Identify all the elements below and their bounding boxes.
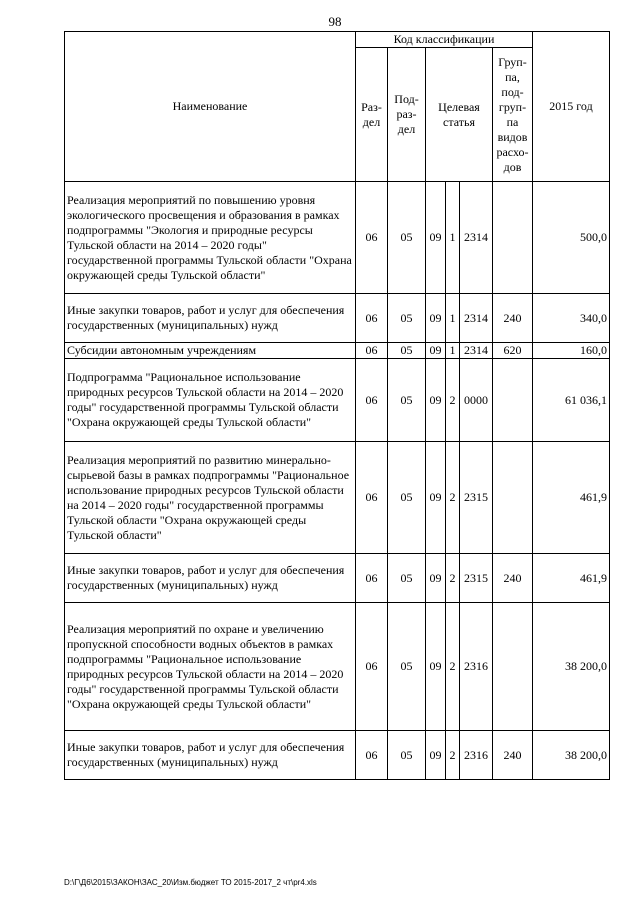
row-cs3: 2315 xyxy=(460,442,493,554)
row-cs1: 09 xyxy=(426,343,446,359)
header-year: 2015 год xyxy=(533,32,610,182)
row-cs1: 09 xyxy=(426,442,446,554)
row-cs1: 09 xyxy=(426,603,446,731)
file-path-footer: D:\Г\Д6\2015\ЗАКОН\ЗАС_20\Изм.бюджет ТО 2015-2017_2 чт\pr4.xls xyxy=(64,878,317,887)
row-podrazdel: 05 xyxy=(388,603,426,731)
row-name: Иные закупки товаров, работ и услуг для обеспечения государственных (муниципальных) нужд xyxy=(65,554,356,603)
row-podrazdel: 05 xyxy=(388,343,426,359)
row-amount: 340,0 xyxy=(533,294,610,343)
row-cs3: 2316 xyxy=(460,731,493,780)
row-vid xyxy=(493,442,533,554)
row-cs2: 2 xyxy=(446,442,460,554)
row-cs2: 1 xyxy=(446,294,460,343)
row-vid: 240 xyxy=(493,731,533,780)
row-razdel: 06 xyxy=(356,294,388,343)
row-vid xyxy=(493,359,533,442)
table-row xyxy=(65,731,610,780)
row-cs2: 1 xyxy=(446,343,460,359)
table-row xyxy=(65,442,610,554)
header-subsection: Под- раз- дел xyxy=(388,48,426,182)
row-vid xyxy=(493,182,533,294)
row-cs3: 2314 xyxy=(460,294,493,343)
row-name: Субсидии автономным учреждениям xyxy=(65,343,356,359)
row-cs3: 0000 xyxy=(460,359,493,442)
row-name: Иные закупки товаров, работ и услуг для обеспечения государственных (муниципальных) нужд xyxy=(65,731,356,780)
table-row xyxy=(65,359,610,442)
table-row xyxy=(65,182,610,294)
row-podrazdel: 05 xyxy=(388,294,426,343)
row-cs3: 2314 xyxy=(460,343,493,359)
row-amount: 38 200,0 xyxy=(533,731,610,780)
row-cs2: 2 xyxy=(446,554,460,603)
row-razdel: 06 xyxy=(356,603,388,731)
row-name: Иные закупки товаров, работ и услуг для обеспечения государственных (муниципальных) нужд xyxy=(65,294,356,343)
row-razdel: 06 xyxy=(356,554,388,603)
row-cs1: 09 xyxy=(426,359,446,442)
row-podrazdel: 05 xyxy=(388,442,426,554)
row-vid: 240 xyxy=(493,554,533,603)
table-row xyxy=(65,343,610,359)
row-amount: 500,0 xyxy=(533,182,610,294)
table-row xyxy=(65,554,610,603)
table-row xyxy=(65,603,610,731)
row-amount: 61 036,1 xyxy=(533,359,610,442)
row-podrazdel: 05 xyxy=(388,731,426,780)
header-classification: Код классификации xyxy=(356,32,533,48)
header-section: Раз- дел xyxy=(356,48,388,182)
row-cs1: 09 xyxy=(426,182,446,294)
row-cs1: 09 xyxy=(426,731,446,780)
row-vid: 620 xyxy=(493,343,533,359)
row-name: Подпрограмма "Рациональное использование природных ресурсов Тульской области на 2014 – 2020 годы" государственной программы Тульской области "Охрана окружающей среды Тульской области" xyxy=(65,359,356,442)
row-razdel: 06 xyxy=(356,182,388,294)
table-row xyxy=(65,294,610,343)
row-razdel: 06 xyxy=(356,359,388,442)
row-razdel: 06 xyxy=(356,343,388,359)
page-number: 98 xyxy=(328,14,342,29)
row-name: Реализация мероприятий по повышению уровня экологического просвещения и образования в рамках подпрограммы "Экология и природные ресурсы Тульской области на 2014 – 2020 годы" государственной программы Тульской области "Охрана окружающей среды Тульской области" xyxy=(65,182,356,294)
row-podrazdel: 05 xyxy=(388,554,426,603)
header-name: Наименование xyxy=(65,32,356,182)
row-cs2: 1 xyxy=(446,182,460,294)
row-vid: 240 xyxy=(493,294,533,343)
row-name: Реализация мероприятий по охране и увеличению пропускной способности водных объектов в рамках подпрограммы "Рациональное использование природных ресурсов Тульской области на 2014 – 2020 годы" государственной программы Тульской области "Охрана окружающей среды Тульской области" xyxy=(65,603,356,731)
row-amount: 160,0 xyxy=(533,343,610,359)
row-cs2: 2 xyxy=(446,603,460,731)
row-cs1: 09 xyxy=(426,554,446,603)
row-podrazdel: 05 xyxy=(388,182,426,294)
row-cs3: 2314 xyxy=(460,182,493,294)
row-cs1: 09 xyxy=(426,294,446,343)
row-cs3: 2316 xyxy=(460,603,493,731)
row-razdel: 06 xyxy=(356,442,388,554)
row-cs2: 2 xyxy=(446,359,460,442)
budget-table xyxy=(64,31,610,780)
row-name: Реализация мероприятий по развитию минерально-сырьевой базы в рамках подпрограммы "Рациональное использование природных ресурсов Тульской области на 2014 – 2020 годы" государственной программы Тульской области "Охрана окружающей среды Тульской области" xyxy=(65,442,356,554)
row-razdel: 06 xyxy=(356,731,388,780)
row-vid xyxy=(493,603,533,731)
row-amount: 461,9 xyxy=(533,554,610,603)
row-cs3: 2315 xyxy=(460,554,493,603)
header-expense-group: Груп- па, под- груп- па видов расхо- дов xyxy=(493,48,533,182)
row-cs2: 2 xyxy=(446,731,460,780)
row-amount: 38 200,0 xyxy=(533,603,610,731)
row-amount: 461,9 xyxy=(533,442,610,554)
header-target: Целевая статья xyxy=(426,48,493,182)
row-podrazdel: 05 xyxy=(388,359,426,442)
